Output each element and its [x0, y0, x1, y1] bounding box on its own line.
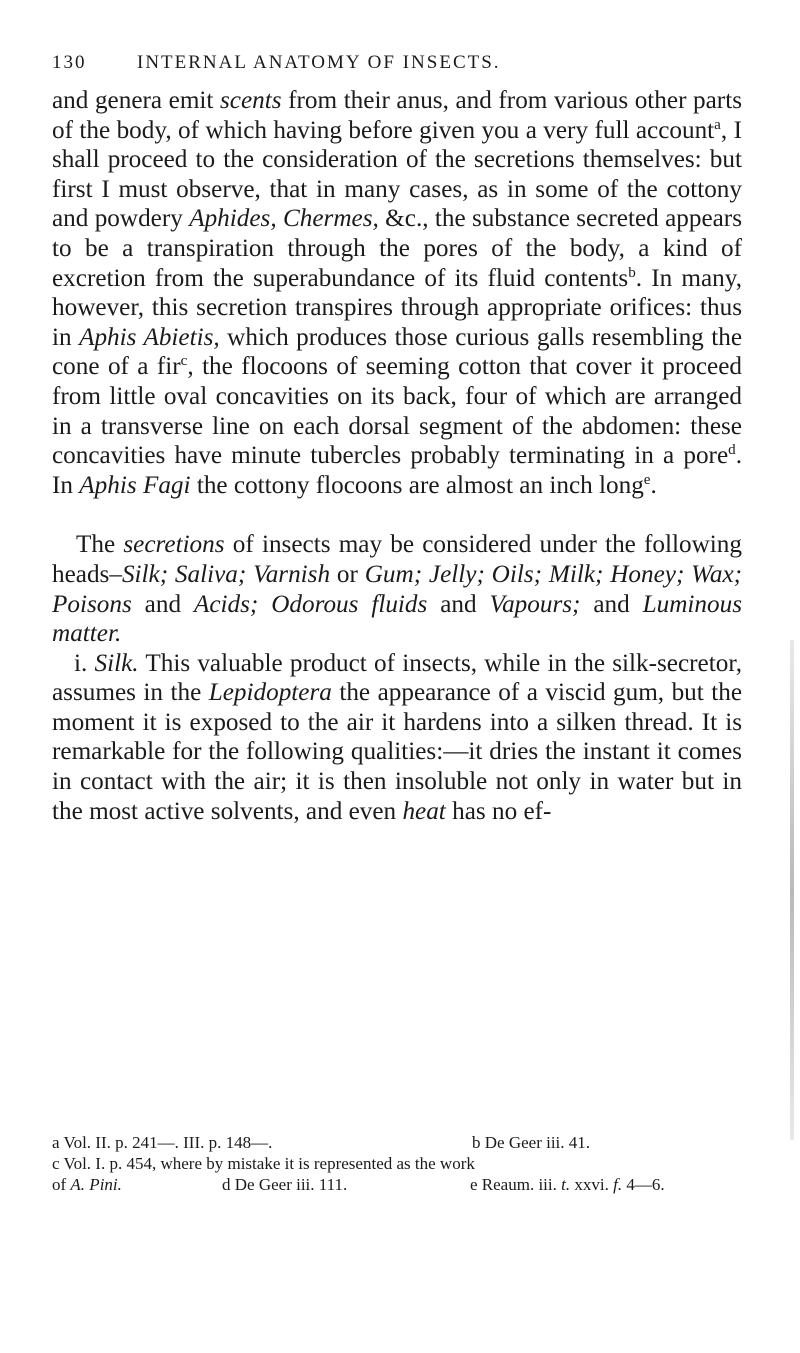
page-number: 130	[52, 52, 87, 73]
footnote-row	[52, 1132, 742, 1153]
footnote-ref-e: e	[643, 471, 651, 488]
main-text	[52, 86, 742, 826]
footnotes	[52, 1132, 742, 1195]
footnote-ref-a: a	[714, 116, 721, 133]
footnote-e: e Reaum. iii. t. xxvi. f. 4—6.	[470, 1175, 665, 1194]
footnote-row	[52, 1153, 742, 1174]
footnote-b: b De Geer iii. 41.	[472, 1133, 591, 1152]
footnote-c-cont: of A. Pini.	[52, 1175, 122, 1194]
running-header	[52, 52, 742, 82]
footnote-d: d De Geer iii. 111.	[222, 1175, 348, 1194]
page-edge-shadow	[790, 640, 794, 1140]
footnote-a: a Vol. II. p. 241—. III. p. 148—.	[52, 1133, 273, 1152]
paragraph-secretions: The secretions of insects may be considered under the following heads–Silk; Saliva; Varnish or Gum; Jelly; Oils; Milk; Honey; Wax; Poisons and Acids; Odorous fluids and Vapours; and Luminous matter.	[52, 531, 743, 648]
footnote-ref-c: c	[180, 353, 188, 370]
footnote-c: c Vol. I. p. 454, where by mistake it is represented as the work	[52, 1154, 475, 1173]
running-title: INTERNAL ANATOMY OF INSECTS.	[137, 52, 501, 73]
footnote-ref-b: b	[628, 264, 636, 281]
paragraph-continuation: and genera emit scents from their anus, and from various other parts of the body, of which having before given you a very full account$^a$, I shall proceed to the consideration of the secretions themselves: but first I must observe, that in many cases, as in some of the cottony and powdery Aphides, Chermes, &c., the substance secreted appears to be a transpiration through the pores of the body, a kind of excretion from the superabundance of its fluid contents$^b$. In many, however, this secretion transpires through appropriate orifices: thus in Aphis Abietis, which produces those curious galls resembling the cone of a fir$^c$, the flocoons of seeming cotton that cover it proceed from little oval concavities on its back, four of which are arranged in a transverse line on each dorsal segment of the abdomen: these concavities have minute tubercles probably terminating in a pore$^d$. In Aphis Fagi the cottony flocoons are almost an inch long$^e$.	[52, 87, 742, 499]
paragraph-silk: i. Silk. This valuable product of insects, while in the silk-secretor, assumes in the Lepidoptera the appearance of a viscid gum, but the moment it is exposed to the air it hardens into a silken thread. It is remarkable for the following qualities:—it dries the instant it comes in contact with the air; it is then insoluble not only in water but in the most active solvents, and even heat has no ef-	[52, 649, 742, 825]
footnote-ref-d: d	[728, 442, 736, 459]
footnote-row	[52, 1174, 742, 1195]
